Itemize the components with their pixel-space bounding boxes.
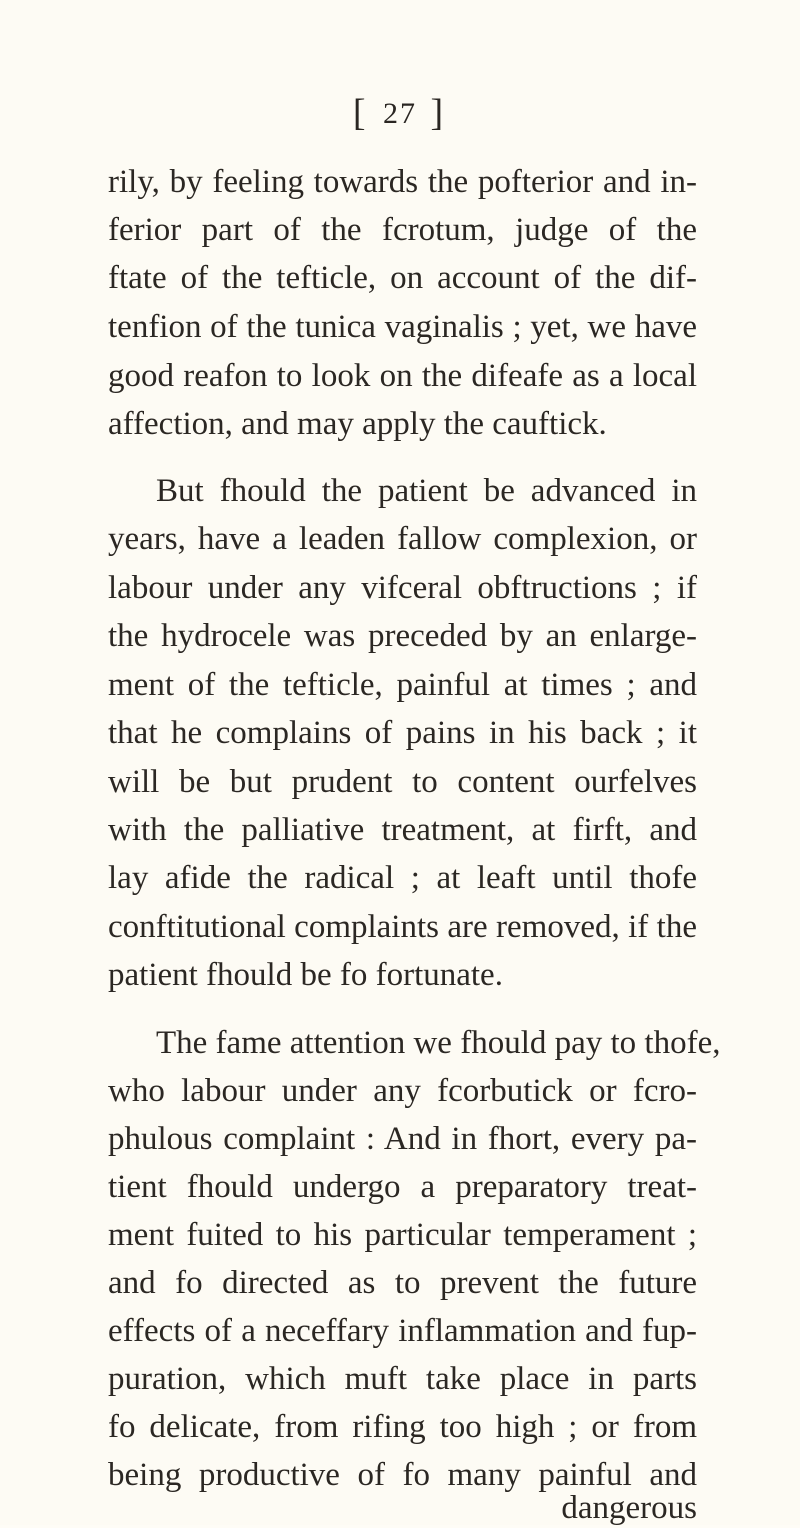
- page-number: 27: [383, 97, 417, 130]
- catchword: dangerous: [561, 1490, 697, 1526]
- text-line: ment of the tefticle, painful at times ; and: [108, 667, 697, 703]
- text-line: patient fhould be fo fortunate.: [108, 957, 503, 993]
- header-bracket-close: ]: [430, 92, 448, 134]
- text-line: ftate of the tefticle, on account of the dif-: [108, 260, 697, 296]
- text-line: good reafon to look on the difeafe as a local: [108, 358, 697, 394]
- text-line: labour under any vifceral obftructions ; if: [108, 570, 697, 606]
- text-line: the hydrocele was preceded by an enlarge-: [108, 618, 697, 654]
- text-line: ment fuited to his particular temperament ;: [108, 1217, 697, 1253]
- text-line: The fame attention we fhould pay to thofe,: [156, 1025, 721, 1061]
- text-line: being productive of fo many painful and: [108, 1457, 697, 1493]
- text-line: tient fhould undergo a preparatory treat-: [108, 1169, 697, 1205]
- text-line: But fhould the patient be advanced in: [156, 473, 697, 509]
- text-line: phulous complaint : And in fhort, every pa-: [108, 1121, 697, 1157]
- text-line: ferior part of the fcrotum, judge of the: [108, 212, 697, 248]
- text-line: rily, by feeling towards the pofterior and in-: [108, 164, 697, 200]
- text-line: puration, which muft take place in parts: [108, 1361, 697, 1397]
- text-line: that he complains of pains in his back ; it: [108, 715, 697, 751]
- text-line: years, have a leaden fallow complexion, or: [108, 521, 697, 557]
- header-bracket-open: [: [352, 92, 370, 134]
- text-line: affection, and may apply the cauftick.: [108, 406, 607, 442]
- page-header: [0, 91, 800, 135]
- text-line: fo delicate, from rifing too high ; or from: [108, 1409, 697, 1445]
- text-line: who labour under any fcorbutick or fcro-: [108, 1073, 697, 1109]
- text-line: tenfion of the tunica vaginalis ; yet, we have: [108, 309, 697, 345]
- text-line: with the palliative treatment, at firft, and: [108, 812, 697, 848]
- text-line: will be but prudent to content ourfelves: [108, 764, 697, 800]
- text-line: and fo directed as to prevent the future: [108, 1265, 697, 1301]
- text-line: effects of a neceffary inflammation and fup-: [108, 1313, 697, 1349]
- text-line: lay afide the radical ; at leaft until thofe: [108, 860, 697, 896]
- text-line: conftitutional complaints are removed, if the: [108, 909, 697, 945]
